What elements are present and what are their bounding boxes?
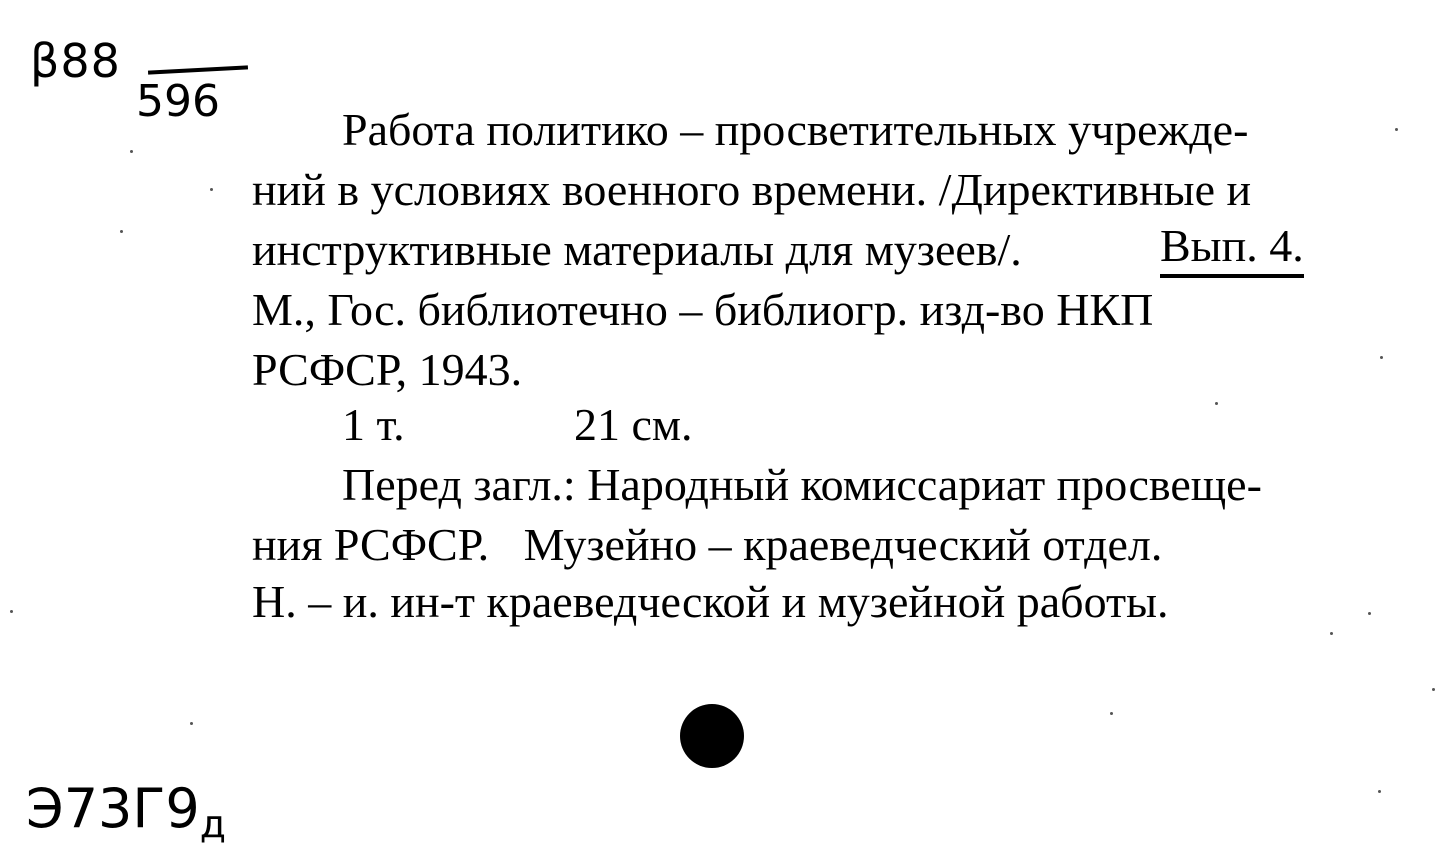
title-line-3: инструктивные материалы для музеев/. xyxy=(252,224,1022,275)
size: 21 см. xyxy=(574,399,693,450)
imprint-line-1: М., Гос. библиотечно – библиогр. изд-во НКП xyxy=(252,284,1154,335)
call-number-number: 596 xyxy=(136,76,220,127)
inventory-number-main: Э73Г9 xyxy=(26,777,200,840)
scan-speck xyxy=(1215,402,1218,405)
scan-speck xyxy=(1110,712,1113,715)
scan-speck xyxy=(1330,632,1333,635)
inventory-number-suffix: д xyxy=(199,802,226,846)
call-number-prefix: β88 xyxy=(30,34,121,88)
imprint-line-2: РСФСР, 1943. xyxy=(252,344,523,395)
volumes: 1 т. xyxy=(342,399,405,450)
issue-number: Вып. 4. xyxy=(1160,220,1304,278)
title-line-1: Работа политико – просветительных учрежде- xyxy=(342,104,1249,155)
inventory-number xyxy=(26,777,226,846)
scan-speck xyxy=(1378,790,1381,793)
punch-hole xyxy=(680,704,744,768)
scan-speck xyxy=(1432,688,1435,691)
scan-speck xyxy=(1368,612,1371,615)
scan-speck xyxy=(10,610,13,613)
scan-speck xyxy=(210,188,213,191)
scan-speck xyxy=(130,150,133,153)
scan-speck xyxy=(1380,356,1383,359)
scan-speck xyxy=(1395,128,1398,131)
title-line-2: ний в условиях военного времени. /Директивные и xyxy=(252,164,1252,215)
note-line-2: ния РСФСР. Музейно – краеведческий отдел. xyxy=(252,519,1163,570)
note-line-1: Перед загл.: Народный комиссариат просвеще- xyxy=(342,459,1262,510)
note-line-3: Н. – и. ин-т краеведческой и музейной работы. xyxy=(252,576,1169,627)
scan-speck xyxy=(120,230,123,233)
scan-speck xyxy=(190,722,193,725)
